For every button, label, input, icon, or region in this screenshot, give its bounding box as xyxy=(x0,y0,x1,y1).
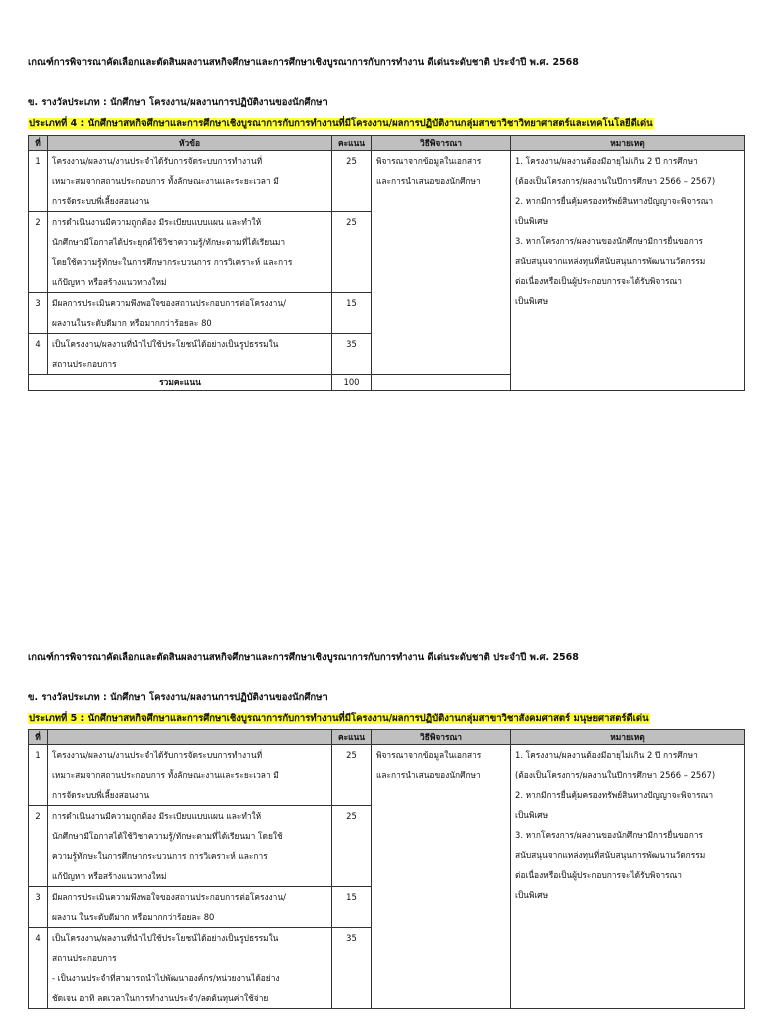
topic-line: ความรู้ทักษะในการศึกษากระบวนการ การวิเคราะห์ และการ xyxy=(52,851,268,861)
topic-line: เป็นโครงงาน/ผลงานที่นำไปใช้ประโยชน์ได้อย่างเป็นรูปธรรมใน xyxy=(52,339,279,349)
topic-line: การดำเนินงานมีความถูกต้อง มีระเบียบแบบแผน และทำให้ xyxy=(52,217,262,227)
notes-cell xyxy=(511,745,745,1009)
row-no: 2 xyxy=(29,806,48,887)
row-topic xyxy=(48,887,332,928)
row-score: 25 xyxy=(332,745,372,806)
row-no: 1 xyxy=(29,745,48,806)
category-title-highlight: ประเภทที่ 4 : นักศึกษาสหกิจศึกษาและการศึกษาเชิงบูรณาการกับการทำงานที่มีโครงงาน/ผลการปฏิบัติงานกลุ่มสาขาวิชาวิทยาศาสตร์และเทคโนโลยีดีเด่น xyxy=(29,118,653,129)
notes-line: เป็นพิเศษ xyxy=(515,810,549,820)
topic-line: มีผลการประเมินความพึงพอใจของสถานประกอบการต่อโครงงาน/ xyxy=(52,892,286,902)
topic-line: การจัดระบบพี่เลี้ยงสอนงาน xyxy=(52,790,150,800)
method-line: และการนำเสนอของนักศึกษา xyxy=(376,770,481,780)
award-title: ข. รางวัลประเภท : นักศึกษา โครงงาน/ผลงานการปฏิบัติงานของนักศึกษา xyxy=(28,692,328,703)
topic-line: สถานประกอบการ xyxy=(52,359,117,369)
topic-line: นักศึกษามีโอกาสได้ใช้วิชาความรู้/ทักษะตามที่ได้เรียนมา โดยใช้ xyxy=(52,831,283,841)
category-title-highlight: ประเภทที่ 5 : นักศึกษาสหกิจศึกษาและการศึกษาเชิงบูรณาการกับการทำงานที่มีโครงงาน/ผลการปฏิบัติงานกลุ่มสาขาวิชาสังคมศาสตร์ มนุษยศาสตร์ดีเด่น xyxy=(29,713,649,724)
topic-line: โครงงาน/ผลงาน/งานประจำได้รับการจัดระบบการทำงานที่ xyxy=(52,750,263,760)
row-score: 35 xyxy=(332,334,372,375)
notes-line: เป็นพิเศษ xyxy=(515,890,549,900)
notes-line: เป็นพิเศษ xyxy=(515,216,549,226)
method-line: พิจารณาจากข้อมูลในเอกสาร xyxy=(376,750,482,760)
method-cell xyxy=(372,151,511,375)
document-title: เกณฑ์การพิจารณาคัดเลือกและตัดสินผลงานสหกิจศึกษาและการศึกษาเชิงบูรณาการกับการทำงาน ดีเด่นระดับชาติ ประจำปี พ.ศ. 2568 xyxy=(28,57,579,68)
category-title xyxy=(28,116,744,131)
header-notes: หมายเหตุ xyxy=(511,730,745,745)
notes-line: 3. หากโครงการ/ผลงานของนักศึกษามีการยื่นขอการ xyxy=(515,236,703,246)
row-score: 25 xyxy=(332,151,372,212)
total-score: 100 xyxy=(332,375,372,391)
header-topic: หัวข้อ xyxy=(48,136,332,151)
header-topic xyxy=(48,730,332,745)
row-topic xyxy=(48,151,332,212)
topic-line: แก้ปัญหา หรือสร้างแนวทางใหม่ xyxy=(52,871,167,881)
row-score: 15 xyxy=(332,887,372,928)
notes-line: ต่อเนื่องหรือเป็นผู้ประกอบการจะได้รับพิจารณา xyxy=(515,276,683,286)
row-topic xyxy=(48,334,332,375)
criteria-table xyxy=(28,729,745,1009)
notes-line: 3. หากโครงการ/ผลงานของนักศึกษามีการยื่นขอการ xyxy=(515,830,703,840)
row-topic xyxy=(48,928,332,1009)
topic-line: - เป็นงานประจำที่สามารถนำไปพัฒนาองค์กร/หน่วยงานได้อย่าง xyxy=(52,973,280,983)
row-no: 4 xyxy=(29,928,48,1009)
topic-line: เป็นโครงงาน/ผลงานที่นำไปใช้ประโยชน์ได้อย่างเป็นรูปธรรมใน xyxy=(52,933,279,943)
award-title: ข. รางวัลประเภท : นักศึกษา โครงงาน/ผลงานการปฏิบัติงานของนักศึกษา xyxy=(28,97,328,108)
notes-line: 2. หากมีการยื่นคุ้มครองทรัพย์สินทางปัญญาจะพิจารณา xyxy=(515,196,714,206)
table-row xyxy=(29,745,745,806)
row-score: 15 xyxy=(332,293,372,334)
row-score: 25 xyxy=(332,212,372,293)
notes-line: (ต้องเป็นโครงการ/ผลงานในปีการศึกษา 2566 – 2567) xyxy=(515,176,716,186)
notes-line: (ต้องเป็นโครงการ/ผลงานในปีการศึกษา 2566 – 2567) xyxy=(515,770,716,780)
topic-line: โครงงาน/ผลงาน/งานประจำได้รับการจัดระบบการทำงานที่ xyxy=(52,156,263,166)
topic-line: สถานประกอบการ xyxy=(52,953,117,963)
notes-line: สนับสนุนจากแหล่งทุนที่สนับสนุนการพัฒนานวัตกรรม xyxy=(515,850,706,860)
row-score: 35 xyxy=(332,928,372,1009)
table-header-row xyxy=(29,730,745,745)
method-line: พิจารณาจากข้อมูลในเอกสาร xyxy=(376,156,482,166)
row-no: 2 xyxy=(29,212,48,293)
topic-line: ชัดเจน อาทิ ลดเวลาในการทำงานประจำ/ลดต้นทุนค่าใช้จ่าย xyxy=(52,993,269,1003)
topic-line: นักศึกษามีโอกาสได้ประยุกต์ใช้วิชาความรู้/ทักษะตามที่ได้เรียนมา xyxy=(52,237,286,247)
topic-line: โดยใช้ความรู้ทักษะในการศึกษากระบวนการ การวิเคราะห์ และการ xyxy=(52,257,293,267)
row-topic xyxy=(48,806,332,887)
header-no: ที่ xyxy=(29,730,48,745)
topic-line: แก้ปัญหา หรือสร้างแนวทางใหม่ xyxy=(52,277,167,287)
notes-line: 1. โครงงาน/ผลงานต้องมีอายุไม่เกิน 2 ปี การศึกษา xyxy=(515,750,698,760)
notes-line: 1. โครงงาน/ผลงานต้องมีอายุไม่เกิน 2 ปี การศึกษา xyxy=(515,156,698,166)
criteria-section-category-5 xyxy=(28,651,744,1009)
header-score: คะแนน xyxy=(332,136,372,151)
document-title: เกณฑ์การพิจารณาคัดเลือกและตัดสินผลงานสหกิจศึกษาและการศึกษาเชิงบูรณาการกับการทำงาน ดีเด่นระดับชาติ ประจำปี พ.ศ. 2568 xyxy=(28,652,579,663)
topic-line: ผลงานในระดับดีมาก หรือมากกว่าร้อยละ 80 xyxy=(52,318,212,328)
notes-line: สนับสนุนจากแหล่งทุนที่สนับสนุนการพัฒนานวัตกรรม xyxy=(515,256,706,266)
criteria-table xyxy=(28,135,745,391)
criteria-section-category-4 xyxy=(28,56,744,391)
topic-line: เหมาะสมจากสถานประกอบการ ทั้งลักษณะงานและระยะเวลา มี xyxy=(52,176,279,186)
row-no: 1 xyxy=(29,151,48,212)
total-method-empty xyxy=(372,375,511,391)
topic-line: ผลงาน ในระดับดีมาก หรือมากกว่าร้อยละ 80 xyxy=(52,912,215,922)
topic-line: การดำเนินงานมีความถูกต้อง มีระเบียบแบบแผน และทำให้ xyxy=(52,811,262,821)
notes-cell xyxy=(511,151,745,391)
row-topic xyxy=(48,745,332,806)
total-label: รวมคะแนน xyxy=(29,375,332,391)
header-notes: หมายเหตุ xyxy=(511,136,745,151)
row-score: 25 xyxy=(332,806,372,887)
topic-line: มีผลการประเมินความพึงพอใจของสถานประกอบการต่อโครงงาน/ xyxy=(52,298,286,308)
row-topic xyxy=(48,293,332,334)
header-method: วิธีพิจารณา xyxy=(372,730,511,745)
table-header-row xyxy=(29,136,745,151)
header-score: คะแนน xyxy=(332,730,372,745)
method-line: และการนำเสนอของนักศึกษา xyxy=(376,176,481,186)
topic-line: การจัดระบบพี่เลี้ยงสอนงาน xyxy=(52,196,150,206)
table-row xyxy=(29,151,745,212)
row-topic xyxy=(48,212,332,293)
topic-line: เหมาะสมจากสถานประกอบการ ทั้งลักษณะงานและระยะเวลา มี xyxy=(52,770,279,780)
header-no: ที่ xyxy=(29,136,48,151)
row-no: 3 xyxy=(29,887,48,928)
notes-line: เป็นพิเศษ xyxy=(515,296,549,306)
row-no: 3 xyxy=(29,293,48,334)
header-method: วิธีพิจารณา xyxy=(372,136,511,151)
notes-line: ต่อเนื่องหรือเป็นผู้ประกอบการจะได้รับพิจารณา xyxy=(515,870,683,880)
method-cell xyxy=(372,745,511,1009)
row-no: 4 xyxy=(29,334,48,375)
notes-line: 2. หากมีการยื่นคุ้มครองทรัพย์สินทางปัญญาจะพิจารณา xyxy=(515,790,714,800)
category-title xyxy=(28,711,744,726)
